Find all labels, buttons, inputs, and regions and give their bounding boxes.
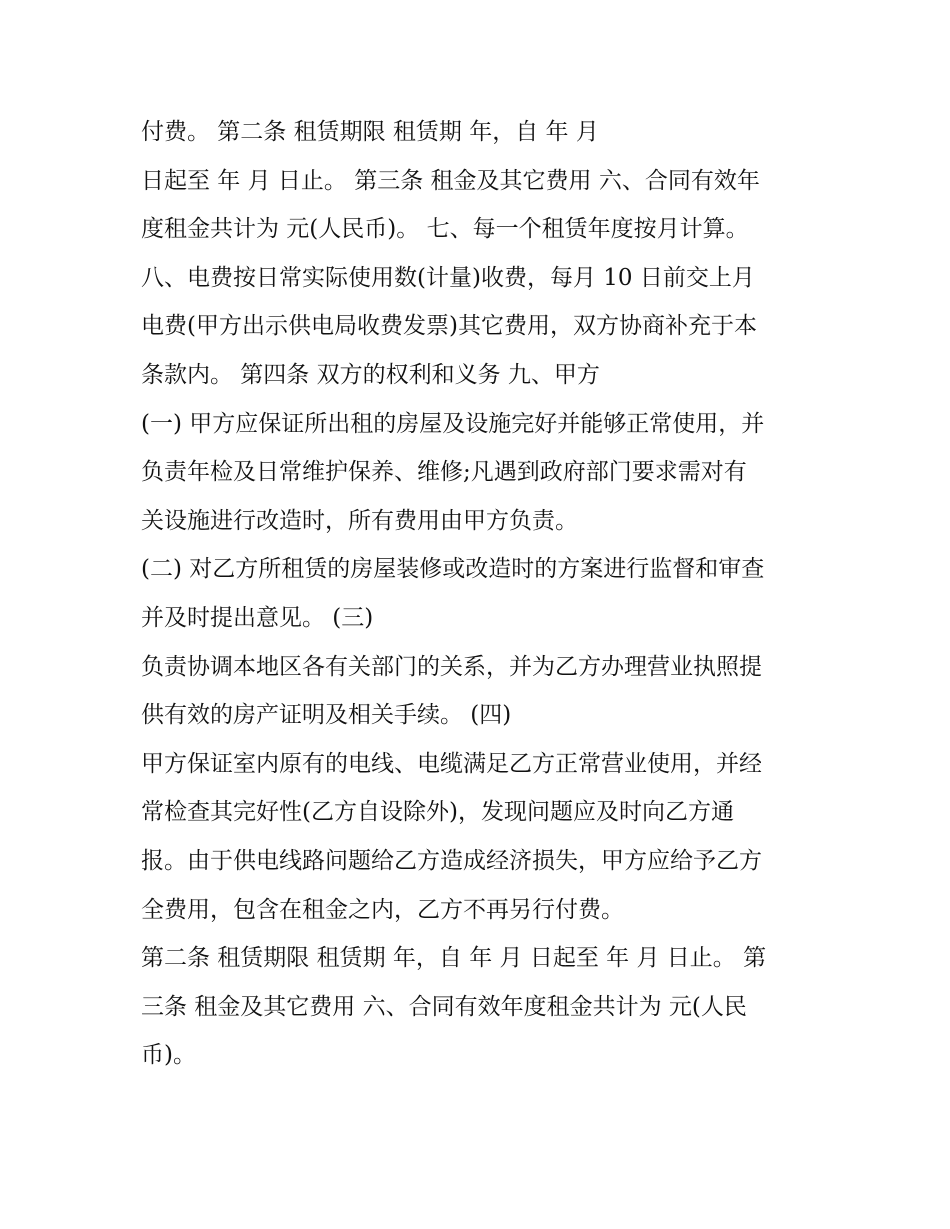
- text-line: 电费(甲方出示供电局收费发票)其它费用，双方协商补充于本: [141, 313, 757, 340]
- text-line: 付费。 第二条 租赁期限 租赁期 年，自 年 月: [141, 119, 599, 145]
- text-line: 日起至 年 月 日止。 第三条 租金及其它费用 六、合同有效年: [141, 167, 760, 194]
- text-line: 全费用，包含在租金之内，乙方不再另行付费。: [141, 896, 624, 923]
- text-line: 负责协调本地区各有关部门的关系，并为乙方办理营业执照提: [141, 653, 762, 680]
- text-line: 甲方保证室内原有的电线、电缆满足乙方正常营业使用，并经: [141, 750, 762, 777]
- text-line: 三条 租金及其它费用 六、合同有效年度租金共计为 元(人民: [141, 993, 747, 1020]
- text-line: 条款内。 第四条 双方的权利和义务 九、甲方: [141, 361, 600, 388]
- text-line: 八、电费按日常实际使用数(计量)收费，每月 10 日前交上月: [141, 264, 755, 291]
- text-line: 供有效的房产证明及相关手续。 (四): [141, 702, 512, 729]
- text-line: 报。由于供电线路问题给乙方造成经济损失，甲方应给予乙方: [141, 847, 762, 874]
- text-line: (二) 对乙方所租赁的房屋装修或改造时的方案进行监督和审查: [141, 556, 765, 583]
- text-line: 度租金共计为 元(人民币)。 七、每一个租赁年度按月计算。: [141, 216, 749, 243]
- text-line: 关设施进行改造时，所有费用由甲方负责。: [141, 507, 578, 534]
- text-line: 并及时提出意见。 (三): [141, 604, 374, 631]
- text-line: (一) 甲方应保证所出租的房屋及设施完好并能够正常使用，并: [141, 410, 765, 437]
- text-line: 币)。: [141, 1042, 196, 1069]
- text-line: 第二条 租赁期限 租赁期 年，自 年 月 日起至 年 月 日止。 第: [141, 945, 767, 972]
- text-line: 常检查其完好性(乙方自设除外)，发现问题应及时向乙方通: [141, 799, 734, 826]
- document-body: [141, 108, 821, 1080]
- text-line: 负责年检及日常维护保养、维修;凡遇到政府部门要求需对有: [141, 459, 747, 486]
